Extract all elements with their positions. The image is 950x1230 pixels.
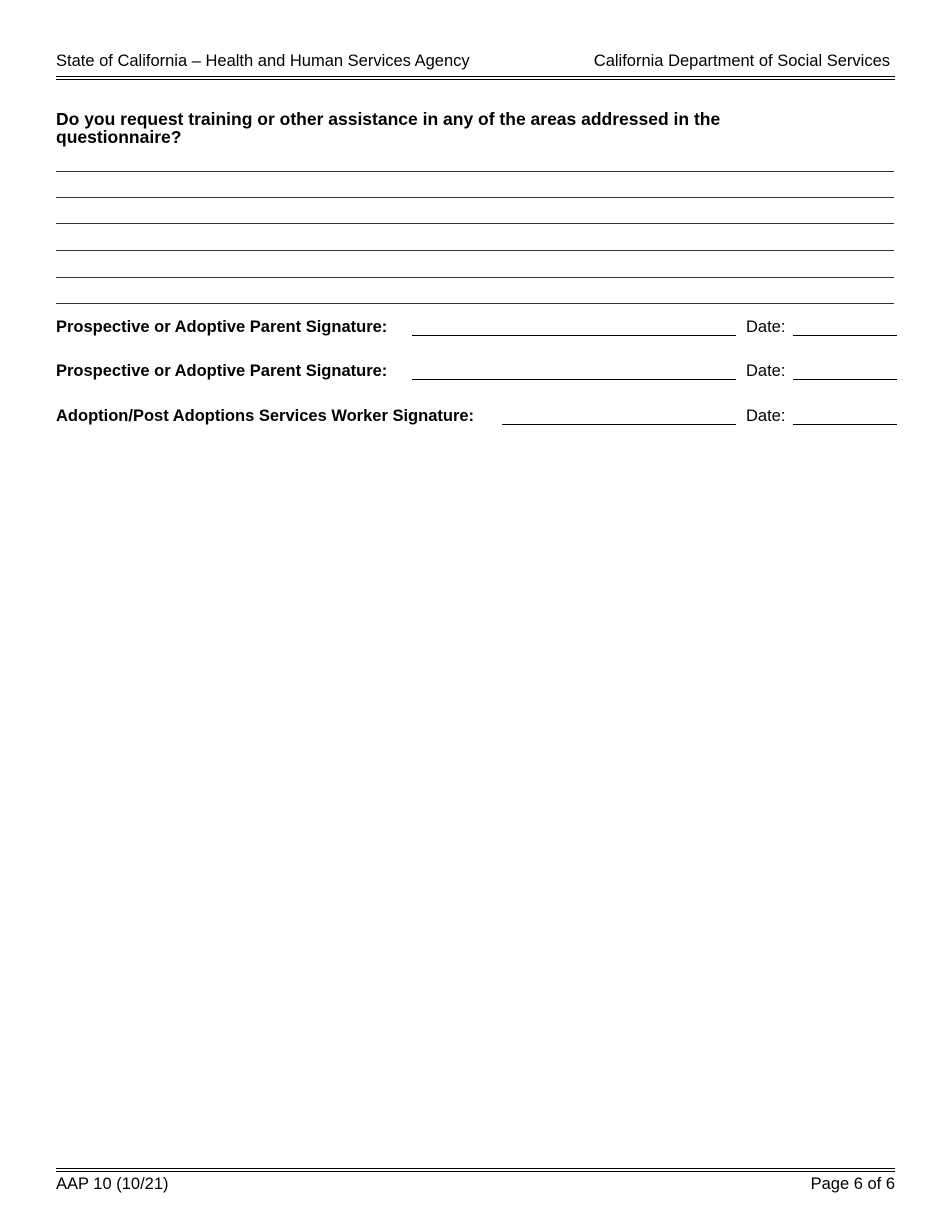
signature-label: Adoption/Post Adoptions Services Worker Signature:	[56, 407, 475, 425]
answer-line-1[interactable]	[56, 171, 894, 172]
department-name: California Department of Social Services	[593, 52, 890, 70]
signature-label: Prospective or Adoptive Parent Signature:	[56, 318, 388, 336]
page-footer	[56, 1175, 895, 1197]
page-number: Page 6 of 6	[810, 1175, 895, 1193]
form-id: AAP 10 (10/21)	[56, 1175, 169, 1193]
signature-row-parent-2	[56, 362, 898, 384]
answer-line-3[interactable]	[56, 223, 894, 224]
training-question: Do you request training or other assistance in any of the areas addressed in the questionnaire?	[56, 109, 721, 147]
answer-line-5[interactable]	[56, 277, 894, 278]
date-label: Date:	[746, 362, 786, 380]
date-label: Date:	[746, 318, 786, 336]
signature-row-worker	[56, 407, 898, 429]
answer-line-6[interactable]	[56, 303, 894, 304]
worker-signature-field[interactable]	[502, 424, 736, 425]
parent-1-signature-field[interactable]	[412, 335, 736, 336]
answer-line-2[interactable]	[56, 197, 894, 198]
signature-row-parent-1	[56, 318, 898, 340]
footer-divider	[56, 1168, 895, 1172]
parent-2-signature-field[interactable]	[412, 379, 736, 380]
agency-name: State of California – Health and Human Services Agency	[56, 52, 470, 70]
header-divider	[56, 76, 895, 80]
worker-date-field[interactable]	[793, 424, 897, 425]
answer-line-4[interactable]	[56, 250, 894, 251]
signature-label: Prospective or Adoptive Parent Signature:	[56, 362, 388, 380]
page-header	[56, 50, 890, 74]
parent-1-date-field[interactable]	[793, 335, 897, 336]
parent-2-date-field[interactable]	[793, 379, 897, 380]
date-label: Date:	[746, 407, 786, 425]
